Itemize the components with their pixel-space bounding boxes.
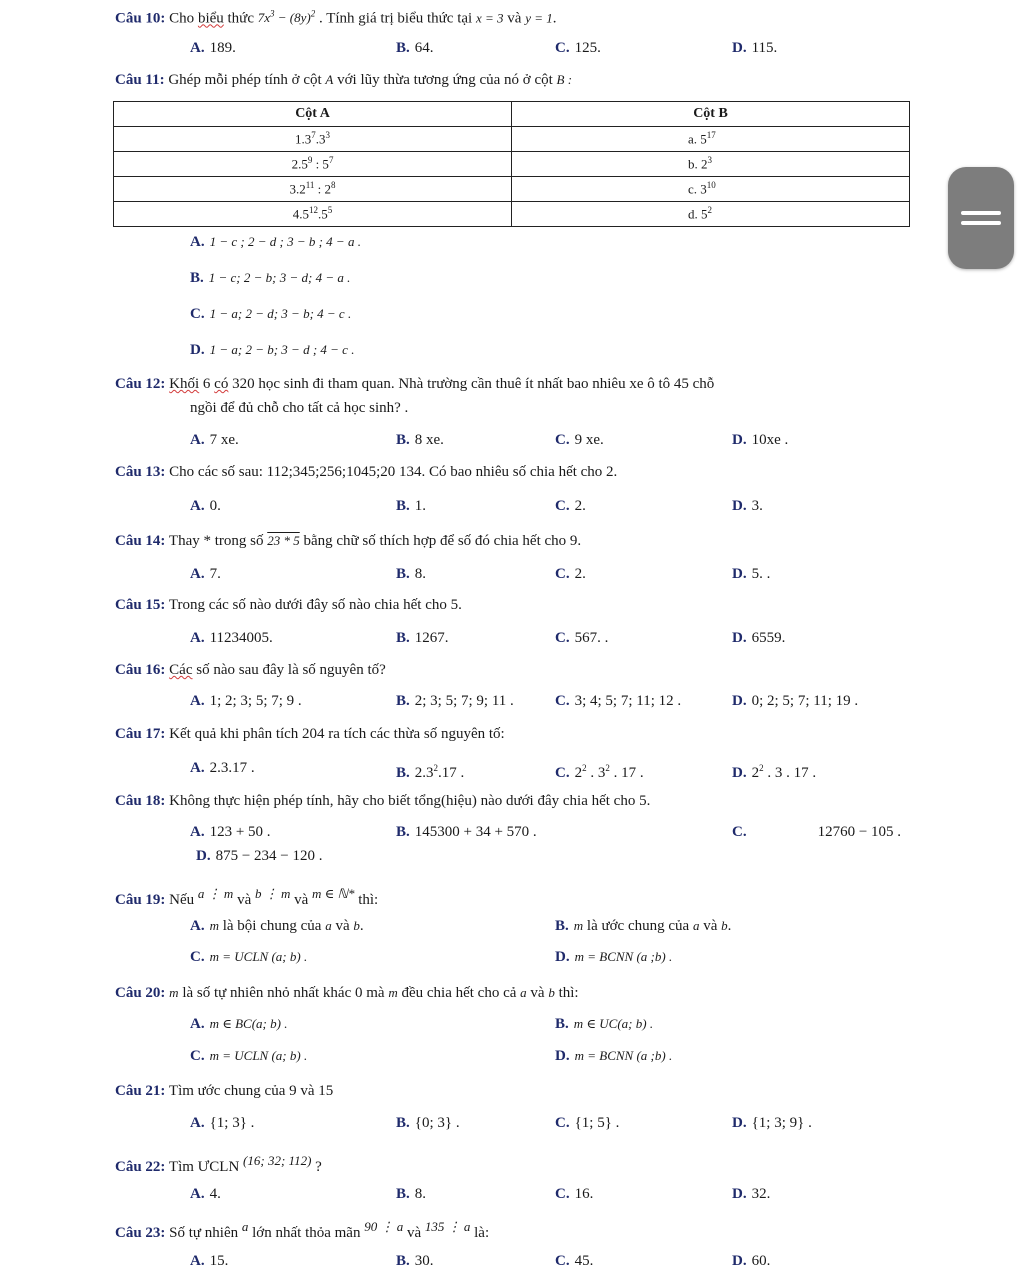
option-c[interactable]: C. 45. bbox=[555, 1253, 594, 1269]
option-c[interactable]: C. 125. bbox=[555, 40, 601, 56]
grip-line-icon bbox=[961, 211, 1001, 215]
table-row: $2.5^9$ : $5^7$ b. $2^3$ bbox=[114, 152, 910, 177]
option-c[interactable]: C. 16. bbox=[555, 1186, 594, 1202]
question-19: Câu 19: Nếu $^{a ⋮ m}$ và $^{b ⋮ m}$ và $^{m \in ℕ*}$ thì: bbox=[115, 886, 379, 908]
option-b[interactable]: B. 1 − c; 2 − b; 3 − d; 4 − a . bbox=[190, 270, 351, 286]
question-18: Câu 18: Không thực hiện phép tính, hãy cho biết tổng(hiệu) nào dưới đây chia hết cho 5. bbox=[115, 793, 651, 809]
option-b[interactable]: B. 30. bbox=[396, 1253, 434, 1269]
option-a[interactable]: A. 2.3.17 . bbox=[190, 760, 255, 776]
overlined-number: 23 * 5 bbox=[267, 533, 300, 548]
question-11: Câu 11: Ghép mỗi phép tính ở cột A với lũy thừa tương ứng của nó ở cột B : bbox=[115, 72, 573, 88]
option-c[interactable]: C. 2. bbox=[555, 498, 586, 514]
option-c[interactable]: C. {1; 5} . bbox=[555, 1115, 620, 1131]
option-a[interactable]: A. 1; 2; 3; 5; 7; 9 . bbox=[190, 693, 302, 709]
grip-line-icon bbox=[961, 221, 1001, 225]
option-a[interactable]: A. m là bội chung của a và b. bbox=[190, 918, 364, 934]
option-c[interactable]: C. $2^2$ . $3^2$ . 17 . bbox=[555, 763, 644, 781]
option-a[interactable]: A. 7. bbox=[190, 566, 221, 582]
option-b[interactable]: B. 8. bbox=[396, 566, 427, 582]
option-b[interactable]: B. 1. bbox=[396, 498, 427, 514]
option-a[interactable]: A. 0. bbox=[190, 498, 221, 514]
option-d[interactable]: D. m = BCNN (a ;b) . bbox=[555, 949, 673, 965]
column-b-header: Cột B bbox=[512, 102, 910, 127]
option-a[interactable]: A. {1; 3} . bbox=[190, 1115, 255, 1131]
option-b[interactable]: B. {0; 3} . bbox=[396, 1115, 460, 1131]
option-d[interactable]: D. $2^2$ . 3 . 17 . bbox=[732, 763, 817, 781]
column-a-header: Cột A bbox=[114, 102, 512, 127]
option-d[interactable]: D. 32. bbox=[732, 1186, 771, 1202]
option-c[interactable]: C. 567. . bbox=[555, 630, 609, 646]
question-21: Câu 21: Tìm ước chung của 9 và 15 bbox=[115, 1083, 334, 1099]
option-d[interactable]: D. 60. bbox=[732, 1253, 771, 1269]
option-b[interactable]: B. 2; 3; 5; 7; 9; 11 . bbox=[396, 693, 514, 709]
table-row: $4.5^{12}.5^5$ d. $5^2$ bbox=[114, 202, 910, 227]
option-c[interactable]: C. 2. bbox=[555, 566, 586, 582]
option-d[interactable]: D. m = BCNN (a ;b) . bbox=[555, 1048, 673, 1064]
option-d[interactable]: D. 875 − 234 − 120 . bbox=[196, 848, 323, 864]
option-a[interactable]: A. 11234005. bbox=[190, 630, 273, 646]
option-a[interactable]: A. 4. bbox=[190, 1186, 221, 1202]
matching-table bbox=[113, 101, 910, 227]
option-c[interactable]: C. m = UCLN (a; b) . bbox=[190, 1048, 308, 1064]
question-13: Câu 13: Cho các số sau: 112;345;256;1045;20 134. Có bao nhiêu số chia hết cho 2. bbox=[115, 464, 618, 480]
question-17: Câu 17: Kết quả khi phân tích 204 ra tích các thừa số nguyên tố: bbox=[115, 726, 505, 742]
option-b[interactable]: B. m ∈ UC(a; b) . bbox=[555, 1016, 654, 1032]
option-a[interactable]: A. 15. bbox=[190, 1253, 229, 1269]
option-a[interactable]: A. m ∈ BC(a; b) . bbox=[190, 1016, 288, 1032]
scroll-handle[interactable] bbox=[948, 167, 1014, 269]
option-a[interactable]: A. 7 xe. bbox=[190, 432, 239, 448]
option-d[interactable]: D. 3. bbox=[732, 498, 763, 514]
question-23: Câu 23: Số tự nhiên $^a$ lớn nhất thỏa mãn $^{90 ⋮ a}$ và $^{135 ⋮ a}$ là: bbox=[115, 1219, 490, 1241]
question-20: Câu 20: m là số tự nhiên nhỏ nhất khác 0 mà m đều chia hết cho cả a và b thì: bbox=[115, 985, 579, 1001]
option-c[interactable]: C. 12760 − 105 . bbox=[732, 824, 902, 840]
option-d[interactable]: D. 1 − a; 2 − b; 3 − d ; 4 − c . bbox=[190, 342, 355, 358]
option-b[interactable]: B. 8. bbox=[396, 1186, 427, 1202]
question-15: Câu 15: Trong các số nào dưới đây số nào chia hết cho 5. bbox=[115, 597, 462, 613]
table-row: $1.3^7.3^3$ a. $5^{17}$ bbox=[114, 127, 910, 152]
question-12: Câu 12: Khối 6 có 320 học sinh đi tham quan. Nhà trường cần thuê ít nhất bao nhiêu xe ô tô 45 chỗ bbox=[115, 376, 715, 392]
option-c[interactable]: C. 9 xe. bbox=[555, 432, 604, 448]
question-16: Câu 16: Các số nào sau đây là số nguyên tố? bbox=[115, 662, 386, 678]
option-b[interactable]: B. $2.3^2.17$ . bbox=[396, 763, 465, 781]
option-d[interactable]: D. 10xe . bbox=[732, 432, 789, 448]
math-expression: $7x^3 - (8y)^2$ bbox=[257, 9, 316, 26]
option-d[interactable]: D. 115. bbox=[732, 40, 778, 56]
option-b[interactable]: B. m là ước chung của a và b. bbox=[555, 918, 732, 934]
question-12-line2: ngồi để đủ chỗ cho tất cả học sinh? . bbox=[190, 400, 409, 416]
option-a[interactable]: A. 1 − c ; 2 − d ; 3 − b ; 4 − a . bbox=[190, 234, 361, 250]
option-b[interactable]: B. 8 xe. bbox=[396, 432, 444, 448]
table-row: $3.2^{11}$ : $2^8$ c. $3^{10}$ bbox=[114, 177, 910, 202]
option-b[interactable]: B. 145300 + 34 + 570 . bbox=[396, 824, 537, 840]
question-10: Câu 10: Cho biểu thức $7x^3 - (8y)^2$ . Tính giá trị biểu thức tại x = 3 và y = 1. bbox=[115, 9, 557, 27]
option-c[interactable]: C. m = UCLN (a; b) . bbox=[190, 949, 308, 965]
option-b[interactable]: B. 64. bbox=[396, 40, 434, 56]
option-d[interactable]: D. 5. . bbox=[732, 566, 771, 582]
option-b[interactable]: B. 1267. bbox=[396, 630, 449, 646]
option-a[interactable]: A. 189. bbox=[190, 40, 236, 56]
question-22: Câu 22: Tìm ƯCLN $^{(16; 32; 112)}$ ? bbox=[115, 1153, 322, 1175]
question-number: Câu 10: bbox=[115, 10, 166, 27]
option-a[interactable]: A. 123 + 50 . bbox=[190, 824, 271, 840]
option-c[interactable]: C. 1 − a; 2 − d; 3 − b; 4 − c . bbox=[190, 306, 352, 322]
question-14: Câu 14: Thay * trong số 23 * 5 bằng chữ số thích hợp để số đó chia hết cho 9. bbox=[115, 533, 582, 549]
option-d[interactable]: D. {1; 3; 9} . bbox=[732, 1115, 812, 1131]
option-c[interactable]: C. 3; 4; 5; 7; 11; 12 . bbox=[555, 693, 682, 709]
option-d[interactable]: D. 6559. bbox=[732, 630, 786, 646]
option-d[interactable]: D. 0; 2; 5; 7; 11; 19 . bbox=[732, 693, 859, 709]
